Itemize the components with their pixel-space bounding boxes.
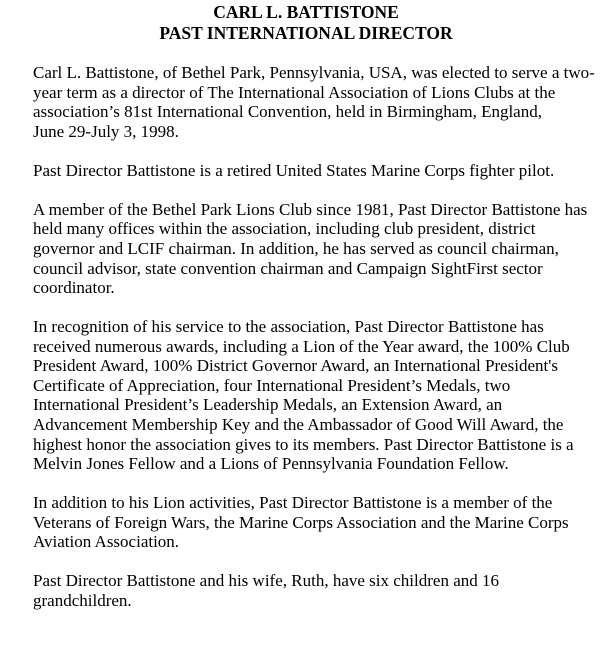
text-line: Past Director Battistone is a retired United States Marine Corps fighter pilot.	[33, 160, 555, 180]
title-line-name: CARL L. BATTISTONE	[213, 2, 399, 22]
paragraph-family	[33, 571, 576, 610]
text-line: June 29-July 3, 1998.	[33, 121, 179, 141]
paragraph-awards	[33, 317, 576, 474]
text-line: Veterans of Foreign Wars, the Marine Corps Association and the Marine Corps	[33, 512, 569, 532]
text-line: held many offices within the association, including club president, district	[33, 219, 536, 239]
text-line: Advancement Membership Key and the Ambassador of Good Will Award, the	[33, 415, 564, 435]
text-line: International President’s Leadership Medals, an Extension Award, an	[33, 395, 503, 415]
text-line: Melvin Jones Fellow and a Lions of Pennsylvania Foundation Fellow.	[33, 454, 509, 474]
text-line: Certificate of Appreciation, four International President’s Medals, two	[33, 375, 511, 395]
text-line: highest honor the association gives to its members. Past Director Battistone is a	[33, 434, 574, 454]
text-line: year term as a director of The International Association of Lions Clubs at the	[33, 82, 556, 102]
paragraph-occupation	[33, 161, 576, 181]
text-line: grandchildren.	[33, 591, 132, 611]
text-line: governor and LCIF chairman. In addition, he has served as council chairman,	[33, 238, 559, 258]
paragraph-other-memberships	[33, 493, 576, 552]
text-line: Past Director Battistone and his wife, Ruth, have six children and 16	[33, 571, 499, 591]
paragraph-club-membership	[33, 199, 588, 298]
paragraph-election	[33, 63, 595, 141]
text-line: In addition to his Lion activities, Past Director Battistone is a member of the	[33, 493, 553, 513]
text-line: Carl L. Battistone, of Bethel Park, Pennsylvania, USA, was elected to serve a two-	[33, 63, 595, 82]
text-line: council advisor, state convention chairman and Campaign SightFirst sector	[33, 258, 543, 278]
text-line: association’s 81st International Convention, held in Birmingham, England,	[33, 102, 542, 122]
page-title	[33, 2, 576, 44]
biography-body	[33, 63, 595, 611]
text-line: received numerous awards, including a Lion of the Year award, the 100% Club	[33, 336, 570, 356]
title-line-position: PAST INTERNATIONAL DIRECTOR	[159, 23, 453, 43]
text-line: A member of the Bethel Park Lions Club since 1981, Past Director Battistone has	[33, 199, 588, 219]
text-line: coordinator.	[33, 278, 115, 298]
text-line: President Award, 100% District Governor Award, an International President's	[33, 356, 558, 376]
text-line: In recognition of his service to the association, Past Director Battistone has	[33, 317, 544, 337]
text-line: Aviation Association.	[33, 532, 180, 552]
